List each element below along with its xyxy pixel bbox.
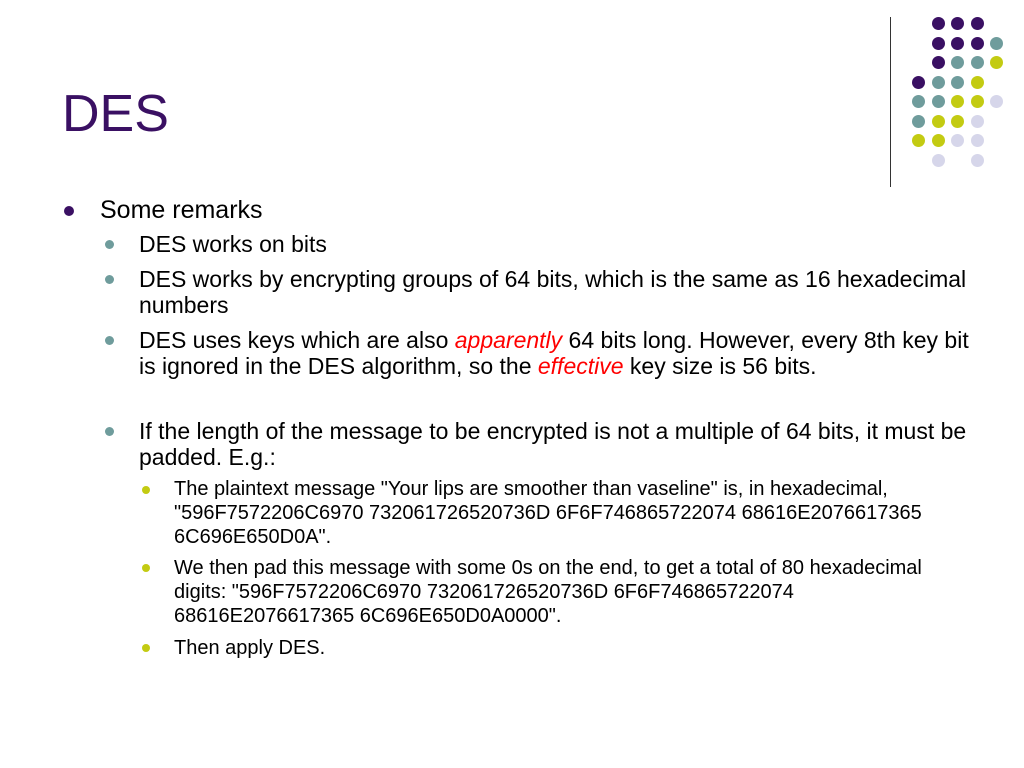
list-item-heading: Some remarks (100, 196, 263, 224)
decorative-dot (912, 95, 925, 108)
list-item (139, 327, 969, 379)
bullet-level3-icon (142, 486, 150, 494)
decorative-dot (932, 17, 945, 30)
decorative-dot (971, 76, 984, 89)
list-item: DES works on bits (139, 231, 327, 257)
bullet-level3-icon (142, 564, 150, 572)
decorative-dot (951, 17, 964, 30)
decorative-dot (951, 95, 964, 108)
decorative-dot (990, 37, 1003, 50)
decorative-dot (951, 76, 964, 89)
bullet-level2-icon (105, 427, 114, 436)
decorative-dot (951, 134, 964, 147)
decorative-dot (932, 37, 945, 50)
emphasis-text: apparently (454, 327, 563, 353)
decorative-dot (971, 115, 984, 128)
bullet-level1-icon (64, 206, 74, 216)
decorative-dot (932, 115, 945, 128)
decorative-dot (951, 37, 964, 50)
decorative-dot (932, 95, 945, 108)
decorative-dot (912, 115, 925, 128)
decorative-dot (971, 56, 984, 69)
list-item-text: DES uses keys which are also (139, 327, 455, 353)
slide-title: DES (62, 85, 169, 143)
emphasis-text: effective (537, 353, 624, 379)
decorative-divider-line (890, 17, 891, 187)
list-item: We then pad this message with some 0s on the end, to get a total of 80 hexadecimal digits: "596F7572206C6970 732061726520736D 6F6F746865722074 68616E2076617365 6C696E650D0A0000". (174, 557, 922, 627)
decorative-dot (971, 95, 984, 108)
decorative-dot (990, 56, 1003, 69)
list-item: Then apply DES. (174, 637, 326, 659)
decorative-dot (932, 76, 945, 89)
decorative-dot (951, 115, 964, 128)
decorative-dot (951, 56, 964, 69)
list-item-text: key size is 56 bits. (623, 353, 817, 379)
bullet-level2-icon (105, 275, 114, 284)
list-item: The plaintext message "Your lips are smoother than vaseline" is, in hexadecimal, "596F7572206C6970 732061726520736D 6F6F746865722074 68616E2076617365 6C696E650D0A". (174, 478, 922, 548)
decorative-dot (912, 76, 925, 89)
bullet-level2-icon (105, 336, 114, 345)
decorative-dot (971, 154, 984, 167)
list-item-text: 64 bits long. However, every 8th key bit is ignored in the DES algorithm, so the (139, 327, 969, 379)
decorative-dot (971, 134, 984, 147)
decorative-dot (971, 37, 984, 50)
list-item: If the length of the message to be encrypted is not a multiple of 64 bits, it must be padded. E.g.: (139, 418, 967, 470)
decorative-dot (971, 17, 984, 30)
decorative-dot (912, 134, 925, 147)
bullet-level2-icon (105, 240, 114, 249)
bullet-level3-icon (142, 644, 150, 652)
decorative-dot (932, 154, 945, 167)
list-item: DES works by encrypting groups of 64 bits, which is the same as 16 hexadecimal numbers (139, 266, 967, 318)
decorative-dot (990, 95, 1003, 108)
decorative-dot (932, 134, 945, 147)
decorative-dot (932, 56, 945, 69)
